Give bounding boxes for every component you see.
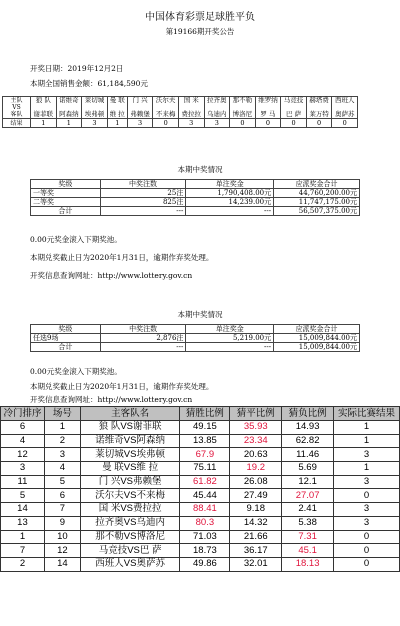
prize-cell: 5,219.00元	[186, 334, 274, 343]
win-pct-cell: 49.15	[180, 421, 230, 435]
lose-pct-cell: 62.82	[282, 434, 334, 448]
prize-section-title-2: 本期中奖情况	[177, 310, 223, 319]
away-label: 客队	[10, 111, 23, 118]
draw-pct-cell: 20.63	[230, 448, 282, 462]
draw-pct-cell: 36.17	[230, 544, 282, 558]
result-cell: 3	[334, 516, 400, 530]
win-pct-cell: 13.85	[180, 434, 230, 448]
prize-cell: 2,876注	[100, 334, 186, 343]
sales-amount: 本期全国销售金额：61,184,590元	[30, 79, 148, 88]
result-cell: 0	[334, 489, 400, 503]
prize-cell: 合计	[31, 207, 101, 216]
draw-pct-cell: 14.32	[230, 516, 282, 530]
win-pct-cell: 80.3	[180, 516, 230, 530]
rank-cell: 6	[1, 421, 45, 435]
result-cell: 0	[255, 119, 281, 128]
prize-cell: 1,790,408.00元	[186, 189, 274, 198]
page-subtitle: 第19166期开奖公告	[165, 27, 235, 36]
draw-pct-cell: 27.49	[230, 489, 282, 503]
rank-cell: 13	[1, 516, 45, 530]
prize-cell: 56,507,375.00元	[274, 207, 360, 216]
match-no-cell: 7	[44, 503, 80, 517]
teams-cell: 那不勒VS博洛尼	[80, 530, 180, 544]
prize-header: 奖级	[31, 325, 101, 334]
match-no-cell: 12	[44, 544, 80, 558]
odds-header: 猜负比例	[282, 407, 334, 421]
teams-cell: 沃尔夫VS不来梅	[80, 489, 180, 503]
lose-pct-cell: 14.93	[282, 421, 334, 435]
prize-header: 奖级	[31, 180, 101, 189]
prize-cell: 14,239.00元	[186, 198, 274, 207]
result-cell: 0	[281, 119, 307, 128]
draw-date: 开奖日期：2019年12月2日	[30, 64, 124, 73]
odds-row	[1, 544, 400, 558]
odds-header: 冷门排序	[1, 407, 45, 421]
lose-pct-cell: 45.1	[282, 544, 334, 558]
match-cell: 诺维奇 阿森纳	[56, 97, 82, 119]
deadline-note-2: 本期兑奖截止日为2020年1月31日，逾期作弃奖处理。	[30, 382, 214, 391]
rank-cell: 2	[1, 557, 45, 571]
prize-header: 单注奖金	[186, 180, 274, 189]
teams-cell: 莱切城VS埃弗顿	[80, 448, 180, 462]
draw-pct-cell: 35.93	[230, 421, 282, 435]
odds-header: 场号	[44, 407, 80, 421]
match-cell: 国 米 费拉拉	[178, 97, 204, 119]
prize-cell: 15,009,844.00元	[274, 343, 360, 352]
result-cell: 3	[334, 475, 400, 489]
prize-cell: 合计	[31, 343, 101, 352]
win-pct-cell: 45.44	[180, 489, 230, 503]
result-cell: 0	[230, 119, 256, 128]
website-note: 开奖信息查询网址：http://www.lottery.gov.cn	[30, 271, 193, 280]
prize-cell: 11,747,175.00元	[274, 198, 360, 207]
teams-cell: 曼 联VS维 拉	[80, 462, 180, 476]
rank-cell: 1	[1, 530, 45, 544]
match-labels	[3, 97, 31, 119]
lose-pct-cell: 12.1	[282, 475, 334, 489]
draw-pct-cell: 21.66	[230, 530, 282, 544]
result-cell: 0	[334, 544, 400, 558]
prize-table	[30, 179, 360, 216]
draw-pct-cell: 19.2	[230, 462, 282, 476]
draw-pct-cell: 9.18	[230, 503, 282, 517]
prize-section-title: 本期中奖情况	[177, 165, 223, 174]
prize-cell: 二等奖	[31, 198, 101, 207]
match-cell: 赫塔费 莱万特	[306, 97, 332, 119]
result-cell: 3	[334, 503, 400, 517]
match-cell: 那不勒 博洛尼	[230, 97, 256, 119]
win-pct-cell: 71.03	[180, 530, 230, 544]
match-no-cell: 10	[44, 530, 80, 544]
lose-pct-cell: 18.13	[282, 557, 334, 571]
odds-row	[1, 503, 400, 517]
match-cell: 拉齐奥 乌迪内	[204, 97, 230, 119]
match-cell: 沃尔夫 不来梅	[153, 97, 179, 119]
result-cell: 3	[178, 119, 204, 128]
match-cell: 西班人 奥萨苏	[332, 97, 358, 119]
odds-row	[1, 448, 400, 462]
result-cell: 0	[306, 119, 332, 128]
result-label: 结果	[3, 119, 31, 128]
prize-cell: ---	[186, 343, 274, 352]
match-no-cell: 5	[44, 475, 80, 489]
prize-cell: ---	[100, 343, 186, 352]
match-cell: 狼 队 谢菲联	[31, 97, 57, 119]
result-cell: 1	[334, 421, 400, 435]
rank-cell: 11	[1, 475, 45, 489]
match-cell: 马竞技 巴 萨	[281, 97, 307, 119]
rollover-note: 0.00元奖金滚入下期奖池。	[30, 235, 122, 244]
prize-header: 应派奖金合计	[274, 325, 360, 334]
match-no-cell: 4	[44, 462, 80, 476]
website-note-2: 开奖信息查询网址：http://www.lottery.gov.cn	[30, 395, 193, 404]
prize-cell: 44,760,200.00元	[274, 189, 360, 198]
rollover-note-2: 0.00元奖金滚入下期奖池。	[30, 367, 122, 376]
prize-header: 中奖注数	[100, 180, 186, 189]
draw-pct-cell: 32.01	[230, 557, 282, 571]
draw-pct-cell: 23.34	[230, 434, 282, 448]
prize-cell: 任选9场	[31, 334, 101, 343]
match-no-cell: 1	[44, 421, 80, 435]
match-cell: 莱切城 埃弗顿	[82, 97, 108, 119]
result-cell: 0	[153, 119, 179, 128]
result-cell: 0	[334, 557, 400, 571]
match-no-cell: 9	[44, 516, 80, 530]
lose-pct-cell: 27.07	[282, 489, 334, 503]
result-cell: 1	[31, 119, 57, 128]
odds-row	[1, 462, 400, 476]
odds-row	[1, 475, 400, 489]
prize-header: 应派奖金合计	[274, 180, 360, 189]
page-title: 中国体育彩票足球胜平负	[145, 12, 255, 23]
result-cell: 3	[82, 119, 108, 128]
odds-body	[1, 421, 400, 572]
rank-cell: 14	[1, 503, 45, 517]
win-pct-cell: 61.82	[180, 475, 230, 489]
result-cell: 0	[332, 119, 358, 128]
prize-cell: 15,009,844.00元	[274, 334, 360, 343]
odds-row	[1, 434, 400, 448]
vs-label: VS	[12, 104, 21, 111]
result-cell: 3	[127, 119, 153, 128]
lose-pct-cell: 2.41	[282, 503, 334, 517]
lose-pct-cell: 5.38	[282, 516, 334, 530]
odds-header: 主客队名	[80, 407, 180, 421]
result-cell: 1	[334, 434, 400, 448]
result-cell: 1	[56, 119, 82, 128]
odds-row	[1, 489, 400, 503]
prize-header: 中奖注数	[100, 325, 186, 334]
match-no-cell: 2	[44, 434, 80, 448]
prize-cell: 25注	[100, 189, 186, 198]
rank-cell: 5	[1, 489, 45, 503]
odds-header: 猜平比例	[230, 407, 282, 421]
win-pct-cell: 67.9	[180, 448, 230, 462]
deadline-note: 本期兑奖截止日为2020年1月31日，逾期作弃奖处理。	[30, 253, 214, 262]
prize-table-2	[30, 324, 360, 352]
match-cell: 曼 联 维 拉	[107, 97, 127, 119]
rank-cell: 7	[1, 544, 45, 558]
match-no-cell: 14	[44, 557, 80, 571]
odds-row	[1, 421, 400, 435]
odds-header: 猜胜比例	[180, 407, 230, 421]
prize-cell: 825注	[100, 198, 186, 207]
prize-header: 单注奖金	[186, 325, 274, 334]
win-pct-cell: 88.41	[180, 503, 230, 517]
rank-cell: 4	[1, 434, 45, 448]
match-table	[2, 96, 358, 128]
match-cell: 维罗纳 罗 马	[255, 97, 281, 119]
teams-cell: 拉齐奥VS乌迪内	[80, 516, 180, 530]
result-cell: 0	[334, 530, 400, 544]
odds-table	[0, 406, 400, 572]
prize-cell: 一等奖	[31, 189, 101, 198]
result-cell: 3	[334, 448, 400, 462]
odds-row	[1, 557, 400, 571]
teams-cell: 诺维奇VS阿森纳	[80, 434, 180, 448]
odds-header: 实际比赛结果	[334, 407, 400, 421]
rank-cell: 3	[1, 462, 45, 476]
result-cell: 1	[334, 462, 400, 476]
prize-cell: ---	[100, 207, 186, 216]
teams-cell: 西班人VS奥萨苏	[80, 557, 180, 571]
match-no-cell: 6	[44, 489, 80, 503]
odds-row	[1, 516, 400, 530]
prize-cell: ---	[186, 207, 274, 216]
match-cell: 门 兴 弗赖堡	[127, 97, 153, 119]
match-no-cell: 3	[44, 448, 80, 462]
teams-cell: 狼 队VS谢菲联	[80, 421, 180, 435]
lose-pct-cell: 11.46	[282, 448, 334, 462]
win-pct-cell: 75.11	[180, 462, 230, 476]
teams-cell: 马竞技VS巴 萨	[80, 544, 180, 558]
win-pct-cell: 49.86	[180, 557, 230, 571]
home-label: 主队	[10, 97, 23, 104]
win-pct-cell: 18.73	[180, 544, 230, 558]
result-cell: 1	[107, 119, 127, 128]
odds-row	[1, 530, 400, 544]
result-cell: 3	[204, 119, 230, 128]
draw-pct-cell: 26.08	[230, 475, 282, 489]
lose-pct-cell: 7.31	[282, 530, 334, 544]
rank-cell: 12	[1, 448, 45, 462]
lose-pct-cell: 5.69	[282, 462, 334, 476]
teams-cell: 国 米VS费拉拉	[80, 503, 180, 517]
teams-cell: 门 兴VS弗赖堡	[80, 475, 180, 489]
